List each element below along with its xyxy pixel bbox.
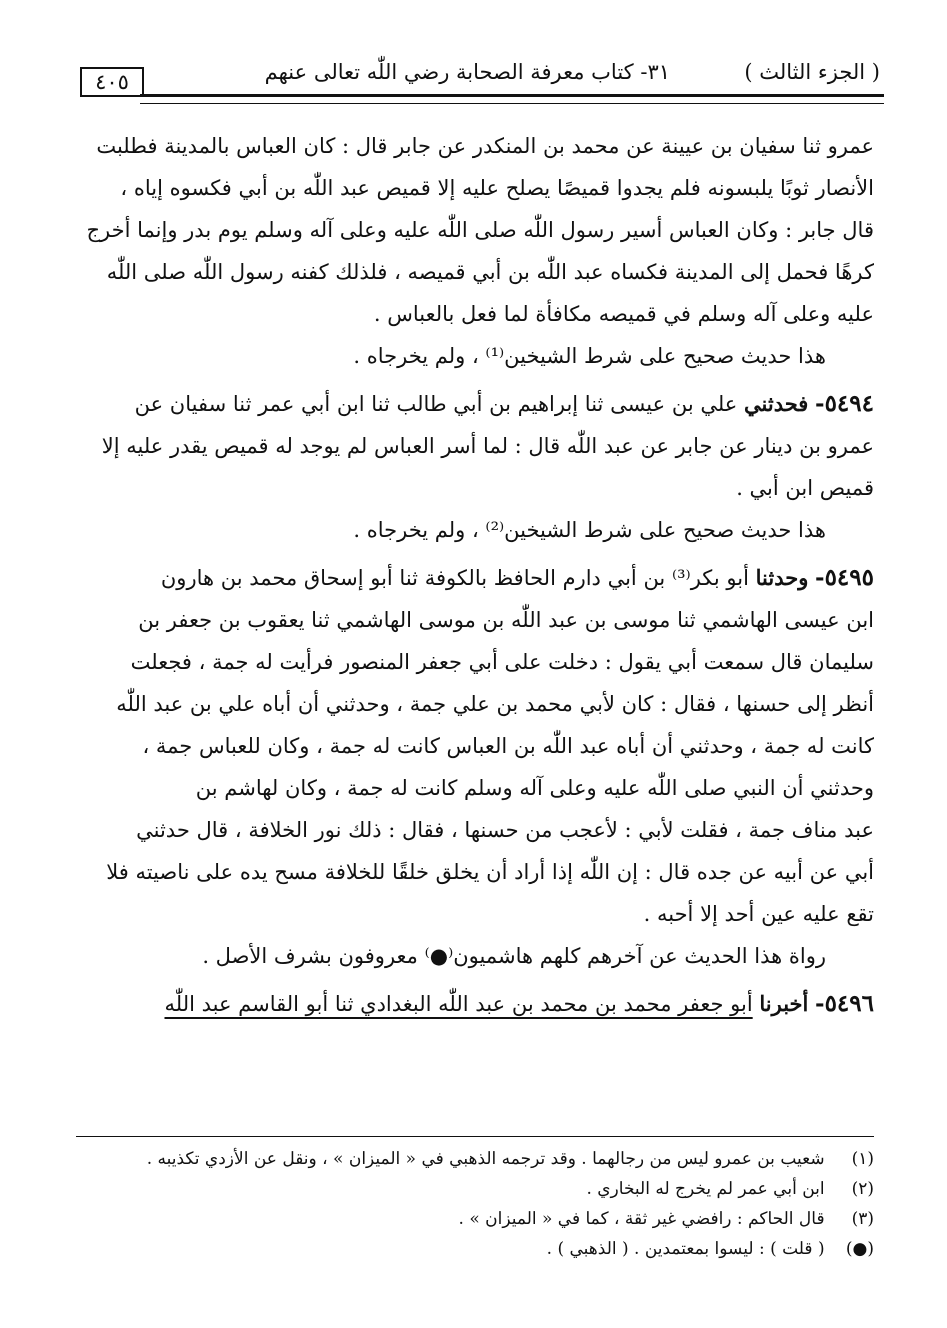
text-line: ابن عيسى الهاشمي ثنا موسى بن عبد اللّٰه بن موسى الهاشمي ثنا يعقوب بن جعفر بن [138,608,874,632]
text-line: تقع عليه عين أحد إلا أحبه . [643,902,874,926]
hadith-5494-first-line [76,383,874,425]
footnote [76,1204,874,1234]
footnote [76,1174,874,1204]
hadith-number: ٥٤٩٦- [815,990,874,1017]
text-line: سليمان قال سمعت أبي يقول : دخلت على أبي جعفر المنصور فرأيت له جمة ، فجعلت [130,650,874,674]
footnote-marker: (●) [845,1239,874,1259]
footnote-rule [76,1136,874,1137]
hadith-narrator: أخبرنا [759,991,809,1016]
text-line: كرهًا فحمل إلى المدينة فكساه عبد اللّٰه بن أبي قميصه ، فلذلك كفنه رسول اللّٰه صلى اللّٰه [106,260,874,284]
footnote-marker: (٣) [851,1209,874,1229]
text-line: قال جابر : وكان العباس أسير رسول اللّٰه صلى اللّٰه عليه وعلى آله وسلم يوم بدر وإنما أخرج [86,218,874,242]
footnote-text: ( قلت ) : ليسوا بمعتمدين . ( الذهبي ) . [546,1239,825,1259]
hadith-number: ٥٤٩٤- [815,390,874,417]
hadith-grade: هذا حديث صحيح على شرط الشيخين⁽¹⁾ ، ولم يخرجاه . [353,344,826,368]
footnote-marker: (١) [851,1149,874,1169]
text-line: أنظر إلى حسنها ، فقال : كان لأبي محمد بن علي جمة ، وحدثني أن أباه علي بن عبد اللّٰه [116,692,874,716]
text-line: أبو بكر⁽³⁾ بن أبي دارم الحافظ بالكوفة ثنا أبو إسحاق محمد بن هارون [160,566,749,590]
footnote-text: قال الحاكم : رافضي غير ثقة ، كما في « الميزان » . [458,1209,825,1229]
hadith-narrator: وحدثنا [755,565,809,590]
header-rule [140,94,884,104]
footnotes [76,1144,874,1264]
footnote-marker: (٢) [851,1179,874,1199]
text-line: عبد مناف جمة ، فقلت لأبي : لأعجب من حسنها ، فقال : ذلك نور الخلافة ، قال حدثني [136,818,874,842]
footnote-text: ابن أبي عمر لم يخرج له البخاري . [586,1179,825,1199]
hadith-number: ٥٤٩٥- [815,564,874,591]
hadith-grade: رواة هذا الحديث عن آخرهم كلهم هاشميون⁽●⁾ معروفون بشرف الأصل . [202,944,826,968]
text-line: أبي عن أبيه عن جده قال : إن اللّٰه إذا أراد أن يخلق خلقًا للخلافة مسح يده على ناصيته فلا [106,860,874,884]
footnote [76,1144,874,1174]
text-line: عليه وعلى آله وسلم في قميصه مكافأة لما فعل بالعباس . [373,302,874,326]
hadith-narrator: فحدثني [744,391,809,416]
text-line: عمرو ثنا سفيان بن عيينة عن محمد بن المنكدر عن جابر قال : كان العباس بالمدينة فطلبت [96,134,874,158]
hadith-5496-first-line [76,983,874,1025]
text-line: وحدثني أن النبي صلى اللّٰه عليه وعلى آله وسلم كانت له جمة ، وكان لهاشم بن [195,776,874,800]
text-line: أبو جعفر محمد بن محمد بن عبد اللّٰه البغدادي ثنا أبو القاسم عبد اللّٰه [164,992,753,1016]
footnote-text: شعيب بن عمرو ليس من رجالهما . وقد ترجمه الذهبي في « الميزان » ، ونقل عن الأزدي تكذيبه . [146,1149,825,1169]
text-line: عمرو بن دينار عن جابر عن عبد اللّٰه قال : لما أسر العباس لم يوجد له قميص يقدر عليه إلا [101,434,874,458]
text-line: الأنصار ثوبًا يلبسونه فلم يجدوا قميصًا يصلح عليه إلا قميص عبد اللّٰه بن أبي فكسوه إياه ، [120,176,874,200]
hadith-5495-first-line [76,557,874,599]
page-number: ٤٠٥ [80,67,144,97]
main-text [76,125,874,1025]
hadith-grade: هذا حديث صحيح على شرط الشيخين⁽²⁾ ، ولم يخرجاه . [353,518,826,542]
running-title: ٣١- كتاب معرفة الصحابة رضي اللّٰه تعالى عنهم [264,60,670,84]
page-header [72,44,880,94]
text-line: كانت له جمة ، وحدثني أن أباه عبد اللّٰه بن العباس كانت له جمة ، وكان للعباس جمة ، [142,734,874,758]
running-volume: ( الجزء الثالث ) [744,60,880,84]
text-line: علي بن عيسى ثنا إبراهيم بن أبي طالب ثنا ابن أبي عمر ثنا سفيان عن [134,392,738,416]
footnote [76,1234,874,1264]
text-line: قميص ابن أبي . [736,476,874,500]
